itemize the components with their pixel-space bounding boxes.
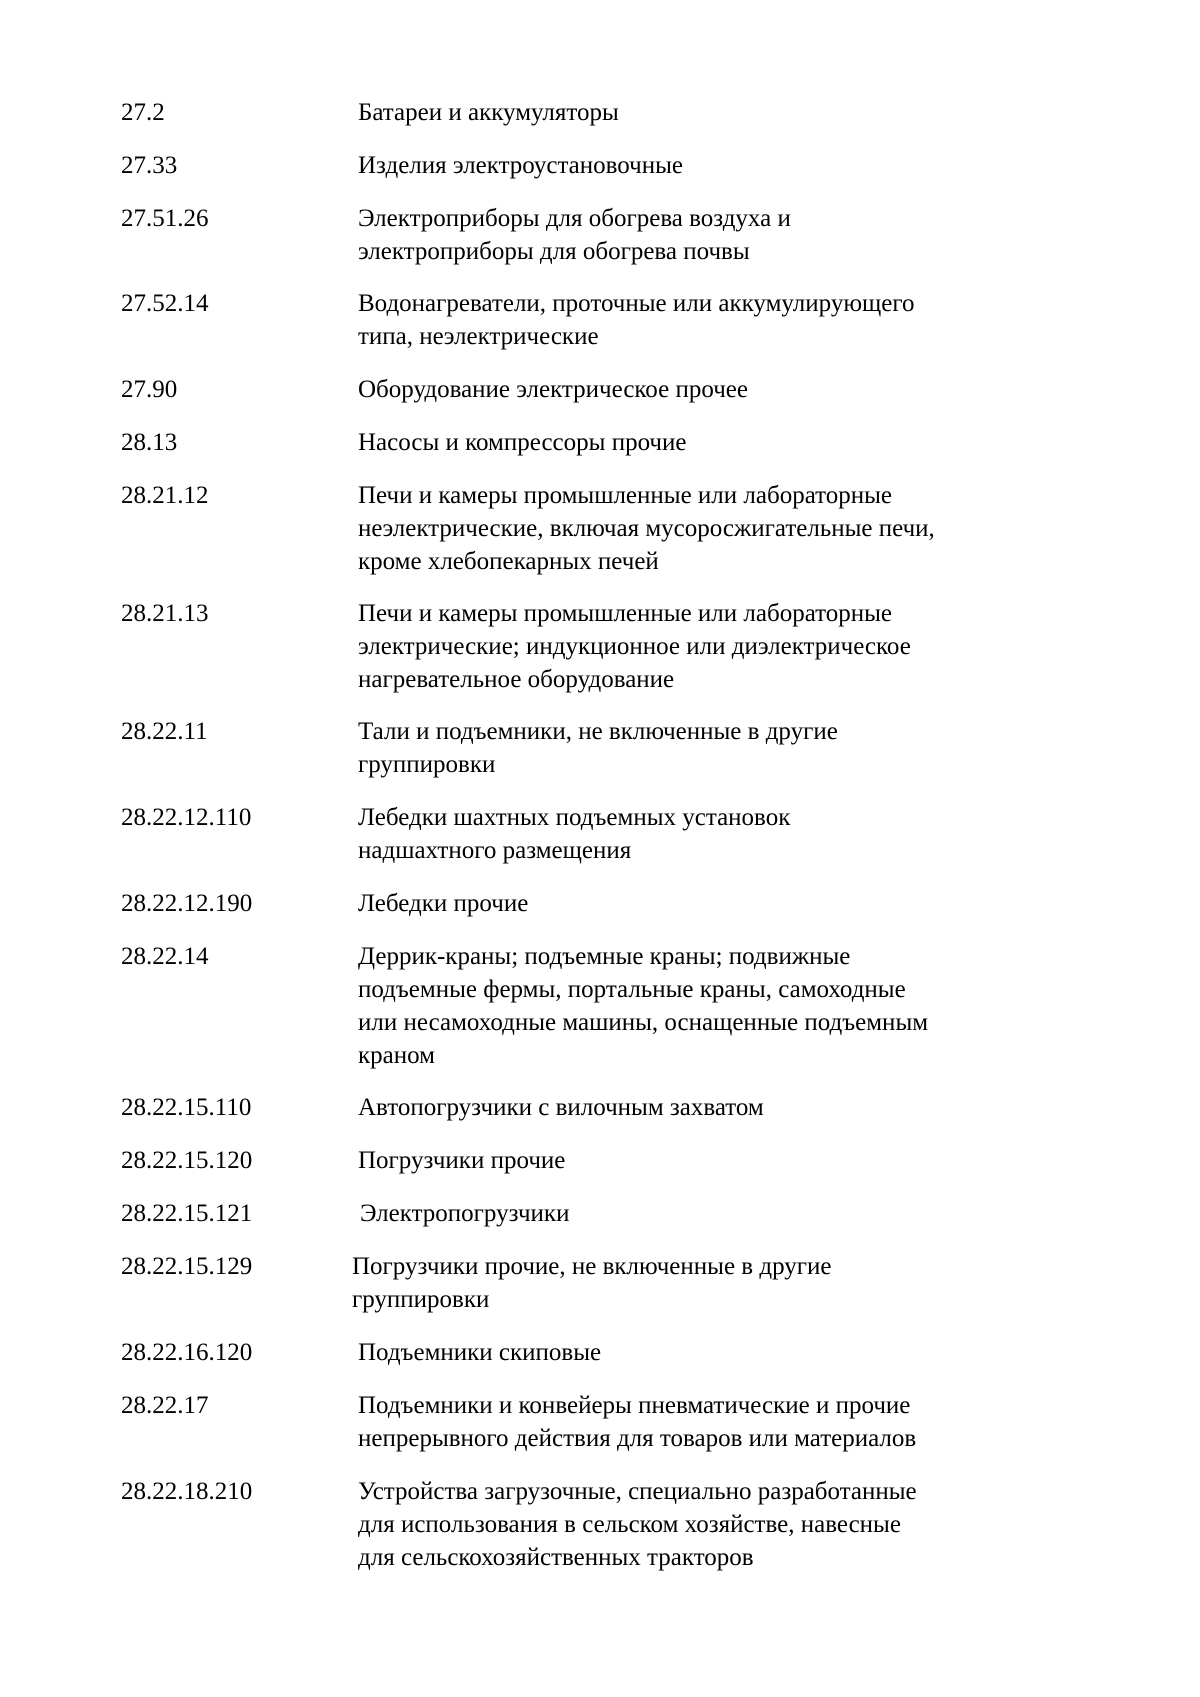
item-description-line: нагревательное оборудование (358, 666, 675, 693)
item-description-line: неэлектрические, включая мусоросжигательные печи, (358, 515, 935, 542)
item-description-line: подъемные фермы, портальные краны, самоходные (358, 976, 906, 1003)
item-code: 28.22.15.110 (121, 1094, 252, 1121)
item-description-line: для использования в сельском хозяйстве, навесные (358, 1511, 901, 1538)
item-description (358, 1389, 1058, 1455)
item-code: 27.51.26 (121, 205, 209, 232)
item-description-line: типа, неэлектрические (358, 323, 599, 350)
item-description-line: Насосы и компрессоры прочие (358, 429, 687, 456)
item-description-line: надшахтного размещения (358, 837, 632, 864)
item-description-line: Печи и камеры промышленные или лабораторные (358, 600, 893, 627)
item-description-line: Печи и камеры промышленные или лабораторные (358, 482, 893, 509)
item-code: 28.21.12 (121, 482, 209, 509)
item-description-line: Электропогрузчики (360, 1200, 570, 1227)
item-description (352, 1250, 1052, 1316)
item-code: 28.13 (121, 429, 178, 456)
item-description-line: кроме хлебопекарных печей (358, 548, 659, 575)
item-description-line: Автопогрузчики с вилочным захватом (358, 1094, 764, 1121)
item-code: 27.52.14 (121, 290, 209, 317)
item-description-line: электрические; индукционное или диэлектрическое (358, 633, 911, 660)
item-description (358, 715, 1058, 781)
item-code: 28.22.18.210 (121, 1478, 253, 1505)
item-description-line: или несамоходные машины, оснащенные подъемным (358, 1009, 929, 1036)
item-description (358, 597, 1058, 696)
item-description (358, 426, 1058, 459)
item-description (360, 1197, 1060, 1230)
item-description (358, 1336, 1058, 1369)
item-description-line: Батареи и аккумуляторы (358, 99, 619, 126)
item-description-line: электроприборы для обогрева почвы (358, 238, 750, 265)
item-code: 27.90 (121, 376, 178, 403)
item-description (358, 1475, 1058, 1574)
item-description (358, 887, 1058, 920)
item-description-line: Оборудование электрическое прочее (358, 376, 748, 403)
item-code: 28.21.13 (121, 600, 209, 627)
item-code: 28.22.16.120 (121, 1339, 253, 1366)
item-description-line: Тали и подъемники, не включенные в другие (358, 718, 838, 745)
item-description (358, 287, 1058, 353)
item-description-line: Подъемники скиповые (358, 1339, 602, 1366)
item-description (358, 149, 1058, 182)
item-description-line: Подъемники и конвейеры пневматические и прочие (358, 1392, 911, 1419)
item-description-line: для сельскохозяйственных тракторов (358, 1544, 754, 1571)
item-code: 28.22.17 (121, 1392, 209, 1419)
item-code: 28.22.11 (121, 718, 208, 745)
item-description-line: Деррик-краны; подъемные краны; подвижные (358, 943, 851, 970)
item-description-line: Лебедки прочие (358, 890, 529, 917)
item-description-line: Погрузчики прочие (358, 1147, 566, 1174)
item-code: 28.22.15.121 (121, 1200, 253, 1227)
item-code: 28.22.14 (121, 943, 209, 970)
item-code: 28.22.15.129 (121, 1253, 253, 1280)
item-description-line: Изделия электроустановочные (358, 152, 683, 179)
item-description-line: группировки (352, 1286, 490, 1313)
item-description (358, 1144, 1058, 1177)
item-description-line: группировки (358, 751, 496, 778)
item-description-line: Электроприборы для обогрева воздуха и (358, 205, 791, 232)
item-description-line: Водонагреватели, проточные или аккумулирующего (358, 290, 915, 317)
item-description-line: непрерывного действия для товаров или материалов (358, 1425, 917, 1452)
item-description-line: Устройства загрузочные, специально разработанные (358, 1478, 917, 1505)
item-description (358, 801, 1058, 867)
item-description (358, 96, 1058, 129)
item-code: 27.33 (121, 152, 178, 179)
item-code: 28.22.12.110 (121, 804, 252, 831)
item-description (358, 373, 1058, 406)
item-description (358, 479, 1058, 578)
item-description-line: краном (358, 1042, 435, 1069)
item-code: 28.22.15.120 (121, 1147, 253, 1174)
item-description-line: Погрузчики прочие, не включенные в другие (352, 1253, 832, 1280)
item-description (358, 940, 1058, 1072)
item-description-line: Лебедки шахтных подъемных установок (358, 804, 791, 831)
item-description (358, 1091, 1058, 1124)
item-code: 27.2 (121, 99, 165, 126)
item-description (358, 202, 1058, 268)
item-code: 28.22.12.190 (121, 890, 253, 917)
